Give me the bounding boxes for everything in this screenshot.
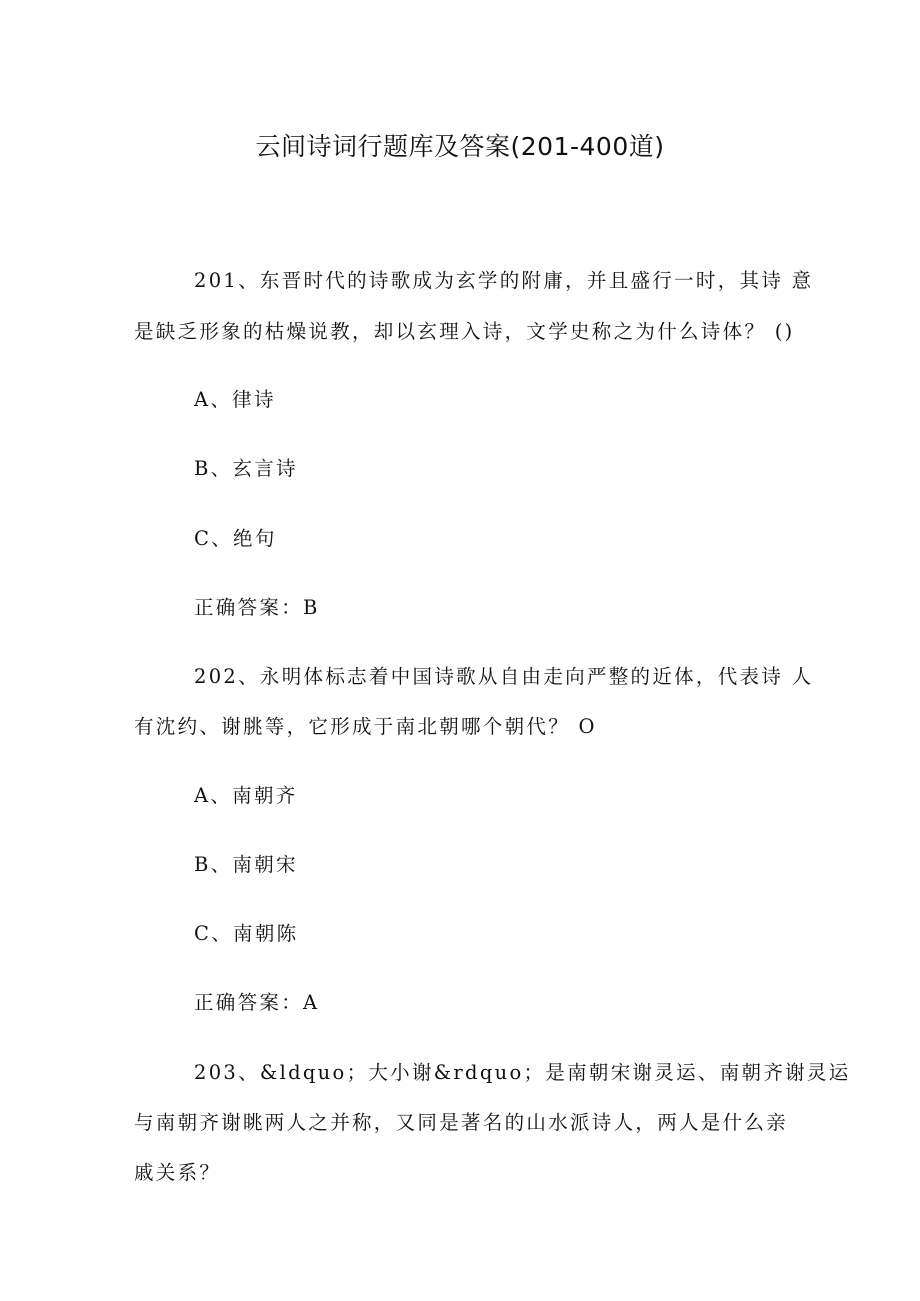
question-text-line: 戚关系？ xyxy=(134,1161,222,1184)
question-text-line: 203、&ldquo；大小谢&rdquo；是南朝宋谢灵运、南朝齐谢灵运 xyxy=(194,1061,851,1084)
correct-answer: 正确答案：B xyxy=(194,596,320,619)
option-a: A、律诗 xyxy=(194,388,276,411)
option-c: C、绝句 xyxy=(194,527,277,550)
question-text-line: 有沈约、谢朓等，它形成于南北朝哪个朝代？ O xyxy=(134,715,597,738)
option-b: B、玄言诗 xyxy=(194,457,298,480)
page-title: 云间诗词行题库及答案(201-400道) xyxy=(255,132,665,161)
correct-answer: 正确答案：A xyxy=(194,991,320,1014)
option-b: B、南朝宋 xyxy=(194,853,298,876)
question-text-line: 与南朝齐谢眺两人之并称，又同是著名的山水派诗人，两人是什么亲 xyxy=(134,1111,789,1134)
question-text-line: 202、永明体标志着中国诗歌从自由走向严整的近体，代表诗 人 xyxy=(194,665,814,688)
option-a: A、南朝齐 xyxy=(194,784,298,807)
question-text-line: 是缺乏形象的枯燥说教，却以玄理入诗，文学史称之为什么诗体？ () xyxy=(134,320,795,343)
option-c: C、南朝陈 xyxy=(194,922,299,945)
question-text-line: 201、东晋时代的诗歌成为玄学的附庸，并且盛行一时，其诗 意 xyxy=(194,269,814,292)
